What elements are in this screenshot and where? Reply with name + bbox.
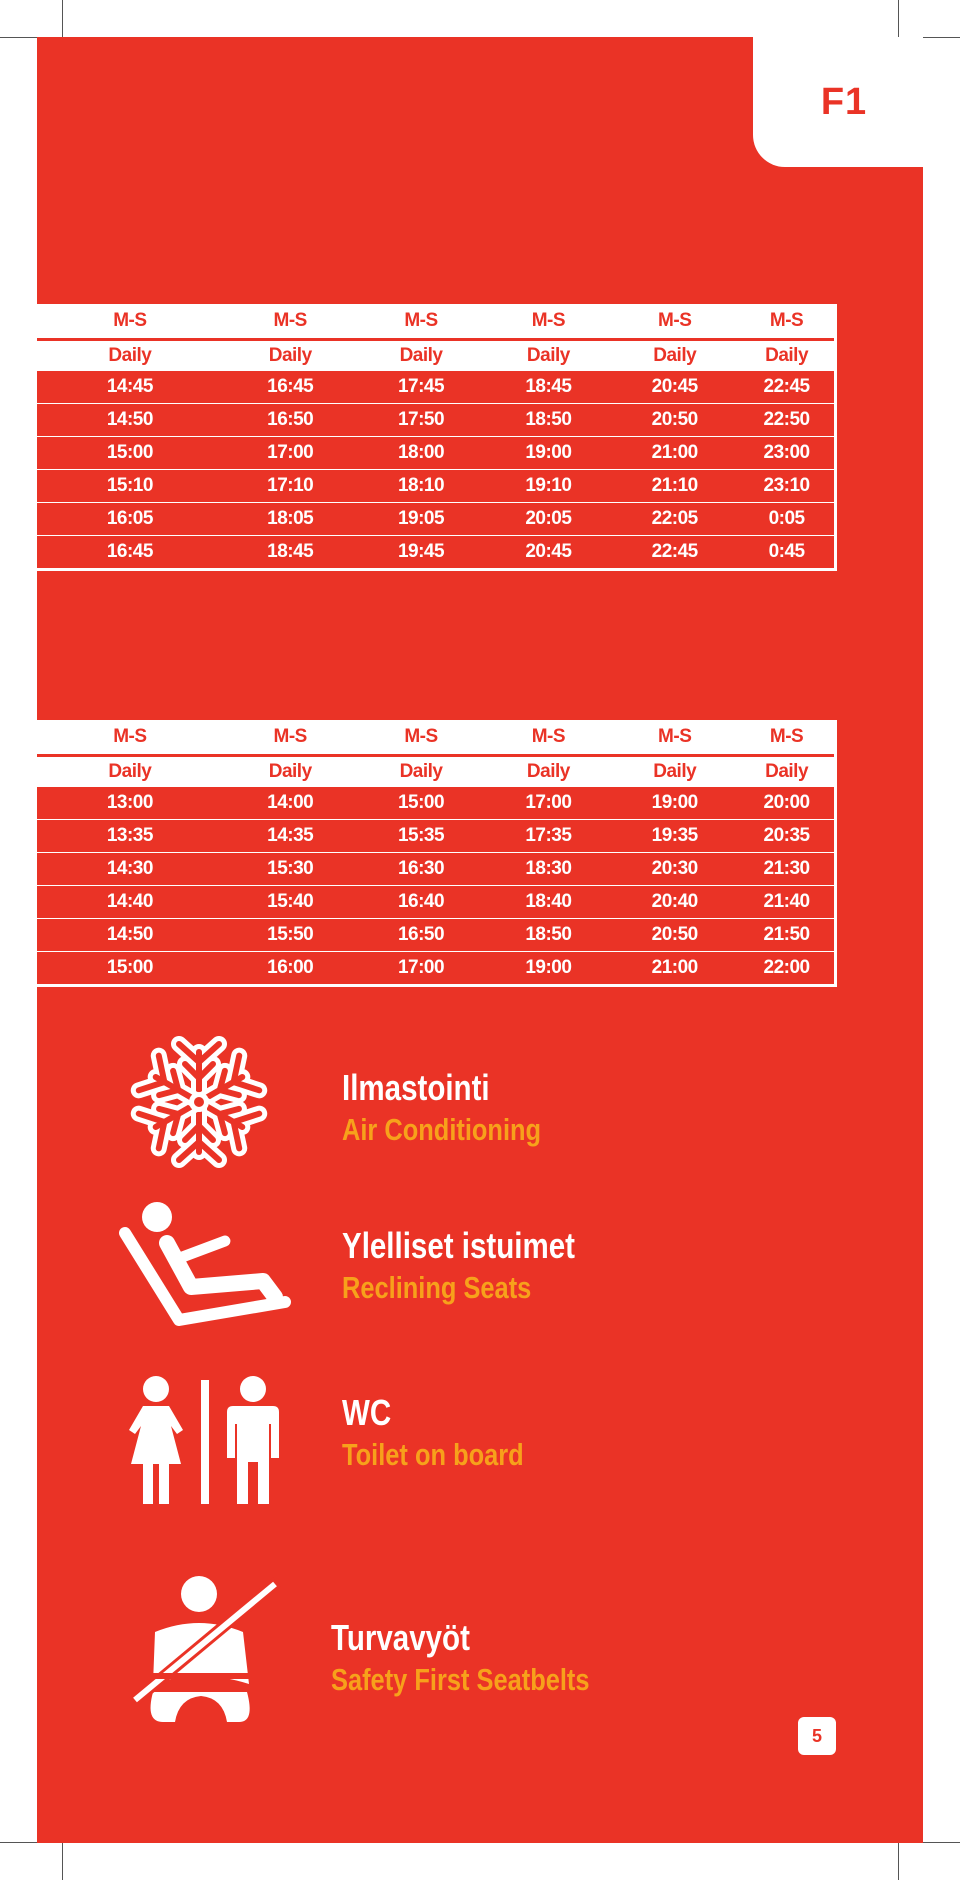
time-cell: 17:10 <box>267 475 314 496</box>
time-cell: 18:40 <box>525 891 572 912</box>
amenity-title-fi: Turvavyöt <box>331 1617 470 1658</box>
time-cell: 15:00 <box>106 442 153 463</box>
table-row <box>37 819 834 852</box>
time-cell: 14:30 <box>106 858 153 879</box>
crop-mark <box>898 1838 899 1880</box>
time-cell: 23:10 <box>763 475 810 496</box>
frequency-cell: Daily <box>653 344 697 366</box>
days-cell: M-S <box>113 726 147 747</box>
time-cell: 18:50 <box>525 409 572 430</box>
amenity-title-fi: WC <box>342 1392 392 1433</box>
time-cell: 17:35 <box>525 825 572 846</box>
crop-mark <box>918 37 960 38</box>
time-cell: 15:50 <box>267 924 314 945</box>
days-cell: M-S <box>658 726 692 747</box>
days-cell: M-S <box>404 726 438 747</box>
time-cell: 17:45 <box>397 376 445 397</box>
time-cell: 17:00 <box>267 442 314 463</box>
days-cell: M-S <box>769 310 804 331</box>
time-cell: 13:35 <box>106 825 153 846</box>
amenity-reclining-seats <box>37 1195 923 1335</box>
time-cell: 20:35 <box>763 825 810 846</box>
time-cell: 18:30 <box>525 858 572 879</box>
time-cell: 18:45 <box>267 541 314 562</box>
time-cell: 17:00 <box>397 957 445 978</box>
table-row <box>37 469 834 502</box>
time-cell: 18:00 <box>397 442 445 463</box>
time-cell: 22:00 <box>763 957 810 978</box>
time-cell: 15:00 <box>106 957 153 978</box>
time-cell: 17:00 <box>525 792 572 813</box>
days-cell: M-S <box>404 310 438 331</box>
time-cell: 23:00 <box>763 442 810 463</box>
time-cell: 18:10 <box>397 475 445 496</box>
time-cell: 21:10 <box>651 475 698 496</box>
time-cell: 15:00 <box>397 792 445 813</box>
amenity-title-en: Toilet on board <box>342 1437 524 1472</box>
days-cell: M-S <box>531 310 566 331</box>
time-cell: 22:45 <box>651 541 698 562</box>
toilet-icon <box>119 1372 294 1512</box>
time-cell: 22:50 <box>763 409 810 430</box>
time-cell: 16:05 <box>106 508 153 529</box>
table-row <box>37 502 834 535</box>
days-cell: M-S <box>273 310 307 331</box>
frequency-cell: Daily <box>268 344 312 366</box>
table-row <box>37 535 834 568</box>
time-cell: 19:45 <box>397 541 445 562</box>
frequency-cell: Daily <box>268 760 312 782</box>
time-cell: 14:45 <box>106 376 153 397</box>
time-cell: 0:45 <box>768 541 805 562</box>
time-cell: 22:05 <box>651 508 698 529</box>
frequency-cell: Daily <box>765 344 809 366</box>
amenity-seatbelts <box>37 1572 923 1722</box>
time-cell: 19:35 <box>651 825 698 846</box>
page-number: 5 <box>798 1717 836 1755</box>
timetable-days-row <box>37 720 834 754</box>
frequency-cell: Daily <box>108 760 152 782</box>
crop-mark <box>62 0 63 42</box>
frequency-cell: Daily <box>526 344 570 366</box>
seatbelt-icon <box>127 1572 287 1722</box>
time-cell: 14:40 <box>106 891 153 912</box>
time-cell: 16:30 <box>397 858 445 879</box>
frequency-cell: Daily <box>526 760 570 782</box>
route-tab <box>753 37 923 167</box>
amenity-wc <box>37 1372 923 1512</box>
time-cell: 16:40 <box>397 891 445 912</box>
amenity-title-en: Reclining Seats <box>342 1270 532 1305</box>
timetable-1 <box>37 304 837 571</box>
time-cell: 15:10 <box>106 475 153 496</box>
table-row <box>37 852 834 885</box>
time-cell: 14:00 <box>267 792 314 813</box>
days-cell: M-S <box>531 726 566 747</box>
route-code: F1 <box>820 80 868 123</box>
frequency-cell: Daily <box>399 344 443 366</box>
timetable-days-row <box>37 304 834 338</box>
time-cell: 21:50 <box>763 924 810 945</box>
time-cell: 21:30 <box>763 858 810 879</box>
time-cell: 19:00 <box>525 957 572 978</box>
time-cell: 15:35 <box>397 825 445 846</box>
frequency-cell: Daily <box>108 344 152 366</box>
time-cell: 20:50 <box>651 409 698 430</box>
frequency-cell: Daily <box>399 760 443 782</box>
time-cell: 0:05 <box>768 508 805 529</box>
days-cell: M-S <box>658 310 692 331</box>
reclining-seat-icon <box>115 1195 295 1335</box>
table-row <box>37 436 834 469</box>
days-cell: M-S <box>769 726 804 747</box>
time-cell: 16:50 <box>267 409 314 430</box>
time-cell: 19:00 <box>651 792 698 813</box>
time-cell: 14:50 <box>106 924 153 945</box>
frequency-cell: Daily <box>765 760 809 782</box>
amenity-air-conditioning <box>37 1032 923 1172</box>
time-cell: 19:00 <box>525 442 572 463</box>
crop-mark <box>0 37 42 38</box>
time-cell: 20:00 <box>763 792 810 813</box>
time-cell: 19:10 <box>525 475 572 496</box>
crop-mark <box>918 1842 960 1843</box>
brochure-page <box>37 37 923 1843</box>
time-cell: 16:00 <box>267 957 314 978</box>
snowflake-icon <box>129 1032 269 1172</box>
crop-mark <box>62 1838 63 1880</box>
time-cell: 14:50 <box>106 409 153 430</box>
timetable-frequency-row <box>37 754 834 786</box>
time-cell: 20:50 <box>651 924 698 945</box>
time-cell: 20:30 <box>651 858 698 879</box>
time-cell: 20:45 <box>525 541 572 562</box>
amenity-title-en: Air Conditioning <box>342 1112 542 1147</box>
crop-mark <box>0 1842 42 1843</box>
amenity-title-fi: Ilmastointi <box>342 1067 490 1108</box>
crop-mark <box>898 0 899 42</box>
time-cell: 13:00 <box>106 792 153 813</box>
amenity-title-fi: Ylelliset istuimet <box>342 1225 575 1266</box>
time-cell: 21:40 <box>763 891 810 912</box>
table-row <box>37 885 834 918</box>
time-cell: 18:45 <box>525 376 572 397</box>
timetable-frequency-row <box>37 338 834 370</box>
time-cell: 20:45 <box>651 376 698 397</box>
time-cell: 21:00 <box>651 442 698 463</box>
time-cell: 22:45 <box>763 376 810 397</box>
time-cell: 17:50 <box>397 409 445 430</box>
table-row <box>37 403 834 436</box>
time-cell: 16:45 <box>267 376 314 397</box>
time-cell: 18:50 <box>525 924 572 945</box>
amenity-title-en: Safety First Seatbelts <box>331 1662 590 1697</box>
timetable-2 <box>37 720 837 987</box>
days-cell: M-S <box>273 726 307 747</box>
time-cell: 21:00 <box>651 957 698 978</box>
time-cell: 20:05 <box>525 508 572 529</box>
frequency-cell: Daily <box>653 760 697 782</box>
table-row <box>37 786 834 819</box>
time-cell: 15:30 <box>267 858 314 879</box>
time-cell: 16:45 <box>106 541 153 562</box>
time-cell: 20:40 <box>651 891 698 912</box>
table-row <box>37 918 834 951</box>
time-cell: 15:40 <box>267 891 314 912</box>
time-cell: 18:05 <box>267 508 314 529</box>
table-row <box>37 370 834 403</box>
time-cell: 16:50 <box>397 924 445 945</box>
days-cell: M-S <box>113 310 147 331</box>
table-row <box>37 951 834 984</box>
time-cell: 19:05 <box>397 508 445 529</box>
time-cell: 14:35 <box>267 825 314 846</box>
